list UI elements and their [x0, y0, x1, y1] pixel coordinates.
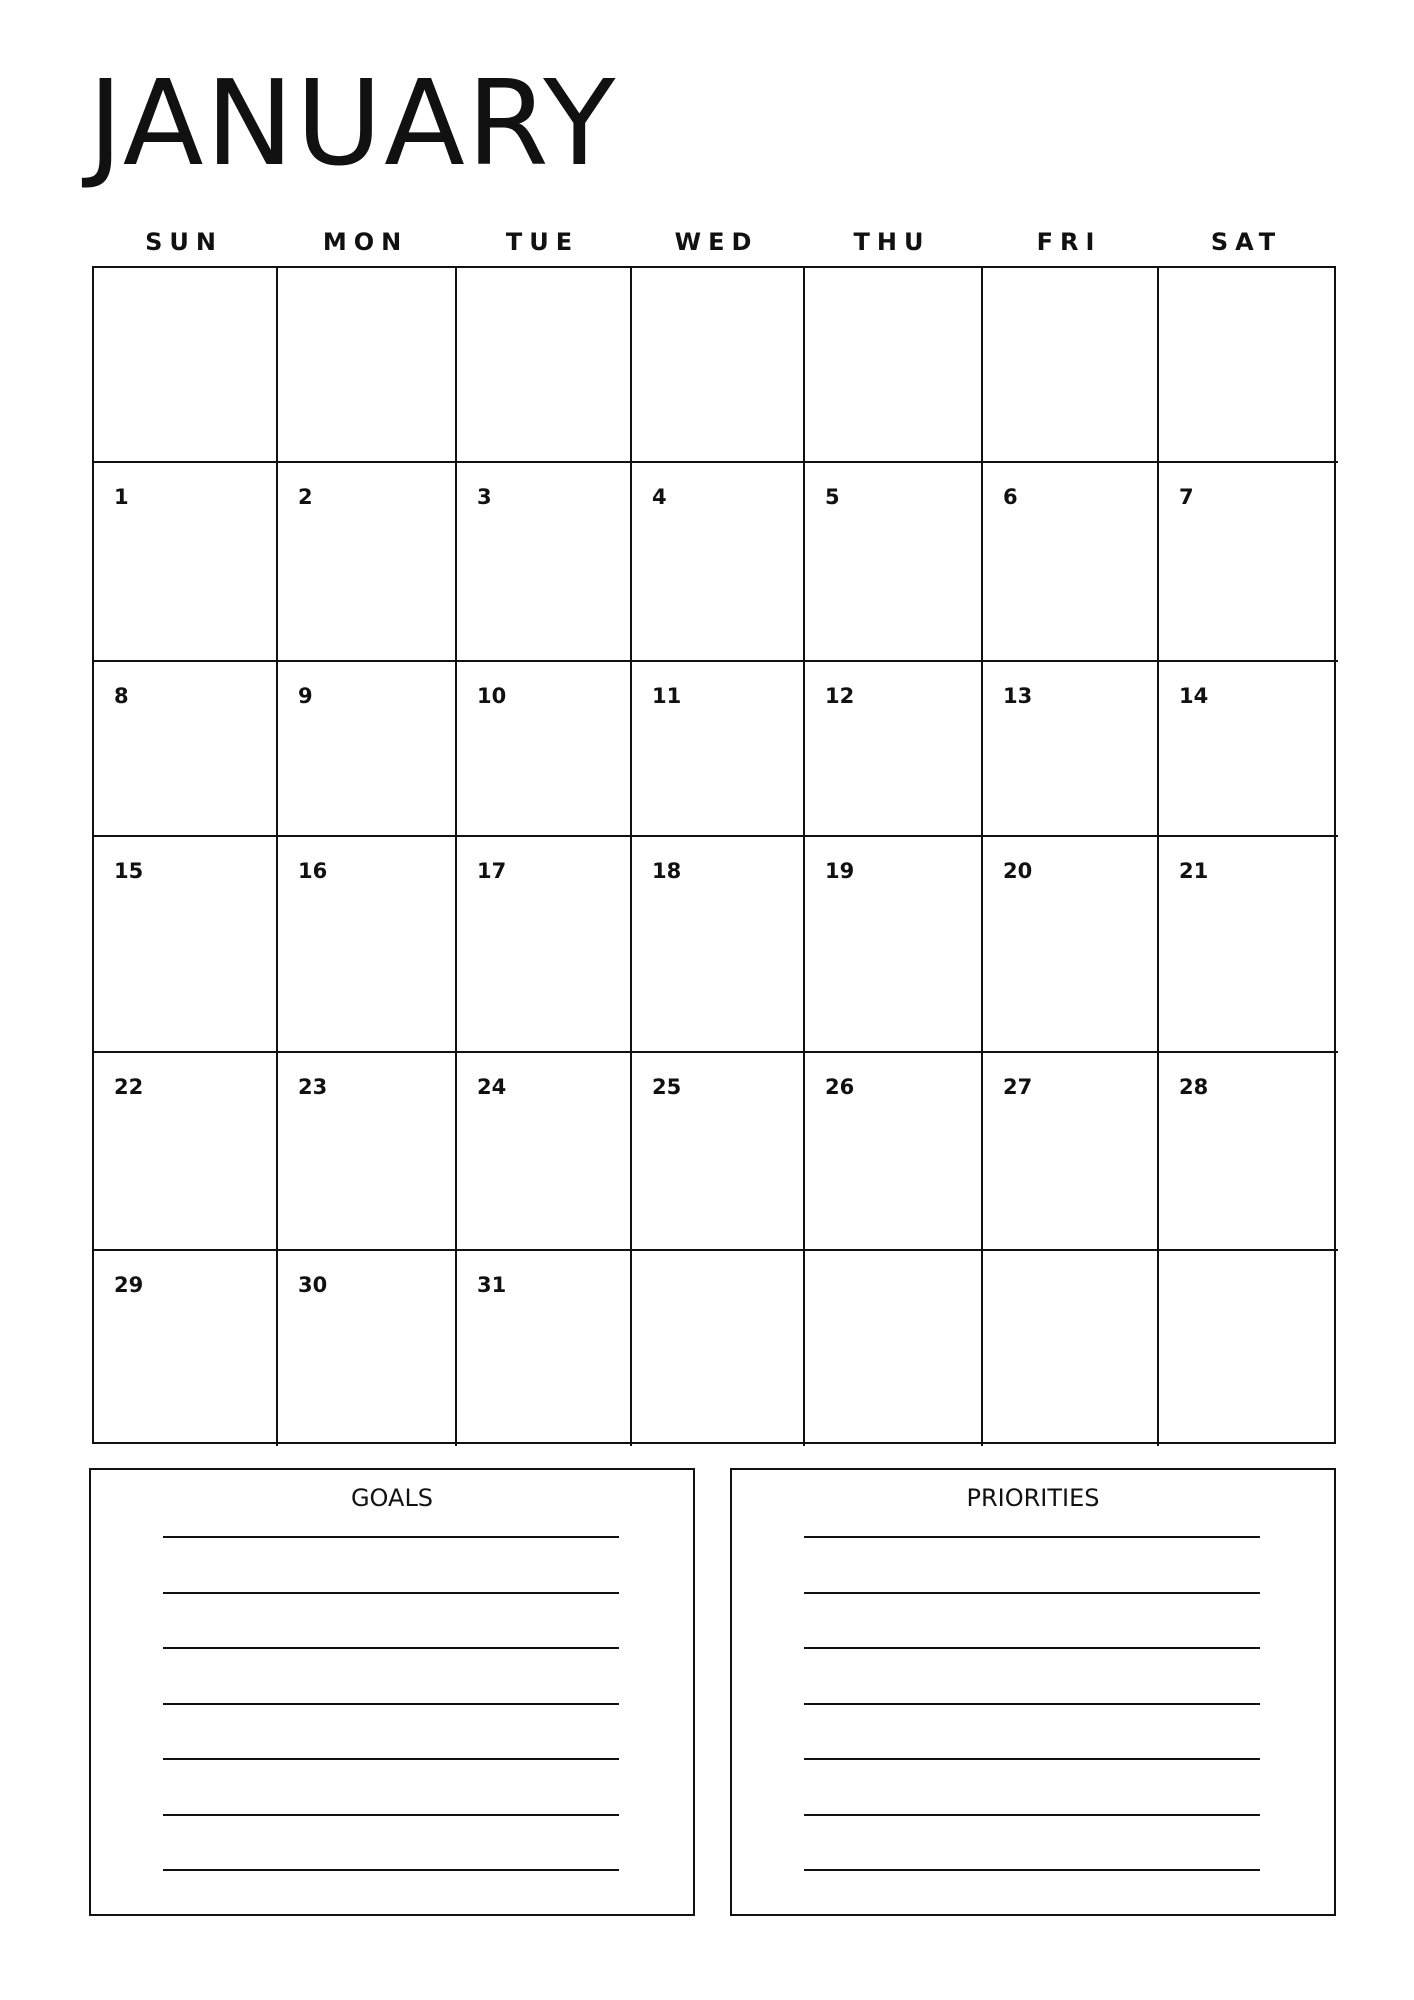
day-number: 13	[1003, 684, 1033, 708]
day-cell[interactable]	[94, 1251, 278, 1446]
day-cell[interactable]	[805, 662, 983, 837]
day-number: 8	[114, 684, 129, 708]
day-cell[interactable]	[632, 268, 805, 463]
day-cell[interactable]	[1159, 837, 1338, 1053]
day-cell[interactable]	[457, 1053, 632, 1251]
day-cell[interactable]	[457, 268, 632, 463]
weekday-wed: WED	[674, 228, 759, 256]
day-cell[interactable]	[1159, 463, 1338, 662]
weekday-thu: THU	[853, 228, 931, 256]
writing-line[interactable]	[163, 1703, 619, 1705]
writing-line[interactable]	[163, 1814, 619, 1816]
day-cell[interactable]	[278, 662, 457, 837]
goals-box	[89, 1468, 695, 1916]
day-cell[interactable]	[278, 1251, 457, 1446]
day-cell[interactable]	[94, 837, 278, 1053]
writing-line[interactable]	[163, 1536, 619, 1538]
writing-line[interactable]	[163, 1869, 619, 1871]
day-cell[interactable]	[983, 662, 1159, 837]
priorities-title: PRIORITIES	[966, 1484, 1100, 1512]
day-cell[interactable]	[94, 1053, 278, 1251]
day-cell[interactable]	[457, 662, 632, 837]
day-number: 10	[477, 684, 507, 708]
day-cell[interactable]	[1159, 662, 1338, 837]
day-number: 12	[825, 684, 855, 708]
goals-title: GOALS	[350, 1484, 434, 1512]
day-number: 15	[114, 859, 144, 883]
day-number: 5	[825, 485, 840, 509]
day-number: 6	[1003, 485, 1018, 509]
writing-line[interactable]	[804, 1703, 1260, 1705]
day-cell[interactable]	[983, 1251, 1159, 1446]
day-number: 2	[298, 485, 313, 509]
weekday-sat: SAT	[1210, 228, 1283, 256]
day-number: 24	[477, 1075, 507, 1099]
month-title: JANUARY	[88, 54, 618, 192]
day-cell[interactable]	[632, 463, 805, 662]
day-cell[interactable]	[805, 1053, 983, 1251]
day-cell[interactable]	[632, 662, 805, 837]
day-number: 30	[298, 1273, 328, 1297]
day-number: 26	[825, 1075, 855, 1099]
day-cell[interactable]	[1159, 1053, 1338, 1251]
day-cell[interactable]	[278, 837, 457, 1053]
writing-line[interactable]	[804, 1536, 1260, 1538]
day-number: 27	[1003, 1075, 1033, 1099]
day-cell[interactable]	[278, 1053, 457, 1251]
day-number: 14	[1179, 684, 1209, 708]
day-number: 22	[114, 1075, 144, 1099]
day-number: 11	[652, 684, 682, 708]
writing-line[interactable]	[163, 1647, 619, 1649]
day-cell[interactable]	[94, 662, 278, 837]
day-cell[interactable]	[1159, 268, 1338, 463]
day-cell[interactable]	[983, 268, 1159, 463]
writing-line[interactable]	[163, 1758, 619, 1760]
writing-line[interactable]	[804, 1869, 1260, 1871]
day-cell[interactable]	[94, 268, 278, 463]
day-number: 20	[1003, 859, 1033, 883]
weekday-header	[92, 222, 1336, 262]
day-number: 4	[652, 485, 667, 509]
writing-line[interactable]	[163, 1592, 619, 1594]
day-cell[interactable]	[457, 1251, 632, 1446]
writing-line[interactable]	[804, 1592, 1260, 1594]
day-number: 16	[298, 859, 328, 883]
day-cell[interactable]	[1159, 1251, 1338, 1446]
weekday-sun: SUN	[145, 228, 223, 256]
day-number: 1	[114, 485, 129, 509]
day-cell[interactable]	[278, 463, 457, 662]
day-cell[interactable]	[457, 463, 632, 662]
day-number: 21	[1179, 859, 1209, 883]
calendar-grid	[92, 266, 1336, 1444]
day-cell[interactable]	[805, 837, 983, 1053]
day-number: 25	[652, 1075, 682, 1099]
day-cell[interactable]	[805, 1251, 983, 1446]
weekday-fri: FRI	[1036, 228, 1102, 256]
weekday-mon: MON	[322, 228, 409, 256]
day-cell[interactable]	[805, 463, 983, 662]
day-cell[interactable]	[983, 463, 1159, 662]
writing-line[interactable]	[804, 1758, 1260, 1760]
day-cell[interactable]	[278, 268, 457, 463]
day-cell[interactable]	[94, 463, 278, 662]
day-number: 3	[477, 485, 492, 509]
day-cell[interactable]	[805, 268, 983, 463]
day-number: 9	[298, 684, 313, 708]
day-number: 17	[477, 859, 507, 883]
writing-line[interactable]	[804, 1814, 1260, 1816]
day-cell[interactable]	[457, 837, 632, 1053]
day-number: 7	[1179, 485, 1194, 509]
weekday-tue: TUE	[505, 228, 580, 256]
day-number: 31	[477, 1273, 507, 1297]
day-number: 23	[298, 1075, 328, 1099]
day-cell[interactable]	[632, 1251, 805, 1446]
priorities-box	[730, 1468, 1336, 1916]
day-cell[interactable]	[632, 1053, 805, 1251]
day-cell[interactable]	[983, 1053, 1159, 1251]
writing-line[interactable]	[804, 1647, 1260, 1649]
day-number: 18	[652, 859, 682, 883]
day-number: 29	[114, 1273, 144, 1297]
day-cell[interactable]	[632, 837, 805, 1053]
day-number: 19	[825, 859, 855, 883]
day-number: 28	[1179, 1075, 1209, 1099]
day-cell[interactable]	[983, 837, 1159, 1053]
